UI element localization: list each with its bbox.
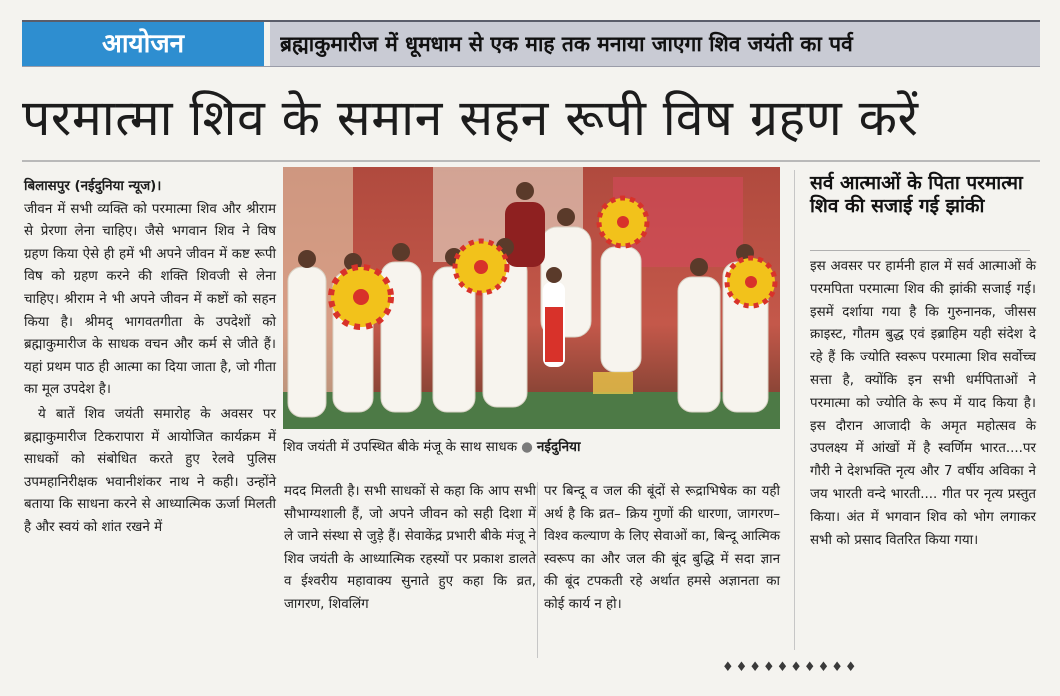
dateline: बिलासपुर (नईदुनिया न्यूज)। <box>24 179 162 194</box>
sidebar-body <box>810 256 1036 552</box>
shiva-emblem-icon <box>331 267 391 327</box>
article-column-1 <box>24 176 276 540</box>
article-lead <box>24 176 276 402</box>
column-divider <box>537 482 538 658</box>
event-photo <box>283 167 780 429</box>
article-paragraph-4: पर बिन्दू व जल की बूंदों से रूद्राभिषेक का यही अर्थ है कि व्रत– क्रिय गुणों की धारणा, जागरण– विश्व कल्याण के लिए सेवाओं का, बिन्दू आत्मिक स्वरूप का और जल की बूंद बुद्धि में सदा ज्ञान की बूंद टपकती रहे अर्थात हमसे अज्ञानता का कोई कार्य न हो। <box>544 484 780 612</box>
article-column-2 <box>284 481 536 617</box>
article-paragraph-3: मदद मिलती है। सभी साधकों से कहा कि आप सभी सौभाग्यशाली हैं, जो अपने जीवन को सही दिशा में ले जाने संस्था से जुड़े हैं। सेवाकेंद्र प्रभारी बीके मंजू ने शिव जयंती के आध्यात्मिक रहस्यों पर प्रकाश डालते व ईश्वरीय महावाक्य सुनाते हुए कहा कि व्रत, जागरण, शिवलिंग <box>284 484 536 612</box>
article-column-3 <box>544 481 780 617</box>
article-paragraph-2: ये बातें शिव जयंती समारोह के अवसर पर ब्रह्माकुमारीज टिकरापारा में आयोजित कार्यक्रम में साधकों को संबोधित करते हुए रेलवे पुलिस उपमहानिरीक्षक भवानीशंकर नाथ ने कही। उन्होंने बताया कि साधना करने से आध्यात्मिक ऊर्जा मिलती है और स्वयं को शांत रखने में <box>24 406 276 535</box>
bullet-icon: ● <box>521 439 533 455</box>
photo-caption <box>283 434 780 460</box>
event-photo-illustration <box>283 167 780 429</box>
sidebar-divider <box>794 170 795 650</box>
section-kicker: आयोजन <box>22 22 264 66</box>
photo-caption-text: शिव जयंती में उपस्थित बीके मंजू के साथ साधक <box>283 439 518 455</box>
headline-rule <box>22 160 1040 162</box>
kicker-divider <box>264 22 270 66</box>
shiva-emblem-icon <box>727 258 775 306</box>
photo-credit: नईदुनिया <box>536 439 581 455</box>
shiva-emblem-icon <box>599 198 647 246</box>
sidebar-heading: सर्व आत्माओं के पिता परमात्मा शिव की सजाई गई झांकी <box>810 172 1023 217</box>
main-headline: परमात्मा शिव के समान सहन रूपी विष ग्रहण करें <box>22 89 919 147</box>
article-end-mark: ♦♦♦♦♦♦♦♦♦♦ <box>722 660 859 675</box>
sidebar-rule <box>810 250 1030 251</box>
article-paragraph-1: जीवन में सभी व्यक्ति को परमात्मा शिव और श्रीराम से प्रेरणा लेना चाहिए। जैसे भगवान शिव ने विष ग्रहण किया ऐसे ही हमें भी अपने जीवन में कष्ट रूपी विष को ग्रहण करने की शक्ति शिवजी से लेना चाहिए। श्रीराम ने भी अपने जीवन में कष्टों को सहन किया है। श्रीमद् भागवतगीता के उपदेशों को ब्रह्माकुमारीज के साधक वचन और कर्म से जीते हैं। यहां प्रथम पाठ ही आत्मा का दिया जाता है, जो गीता का मूल उपदेश है। <box>24 201 276 398</box>
sidebar-paragraph: इस अवसर पर हार्मनी हाल में सर्व आत्माओं के परमपिता परमात्मा शिव की झांकी सजाई गई। इसमें दर्शाया गया है कि गुरुनानक, जीसस क्राइस्ट, गौतम बुद्ध एवं इब्राहिम यही संदेश दे रहे हैं कि ज्योति स्वरूप परमात्मा शिव सर्वोच्च सत्ता है, क्योंकि इन सभी धर्मपिताओं ने परमात्मा को ज्योति के रूप में याद किया है। इस दौरान आजादी के अमृत महोत्सव के उपलक्ष्य में आंखों में है स्वर्णिम भारत....पर गौरी ने देशभक्ति नृत्य और 7 वर्षीय अविका ने जय भारती वन्दे भारती.... गीत पर नृत्य प्रस्तुत किया। अंत में भगवान शिव को भोग लगाकर सभी को प्रसाद वितरित किया गया। <box>810 259 1036 548</box>
headline-banner <box>22 20 1040 67</box>
shiva-emblem-icon <box>455 241 507 293</box>
deck-headline: ब्रह्माकुमारीज में धूमधाम से एक माह तक मनाया जाएगा शिव जयंती का पर्व <box>280 32 853 56</box>
